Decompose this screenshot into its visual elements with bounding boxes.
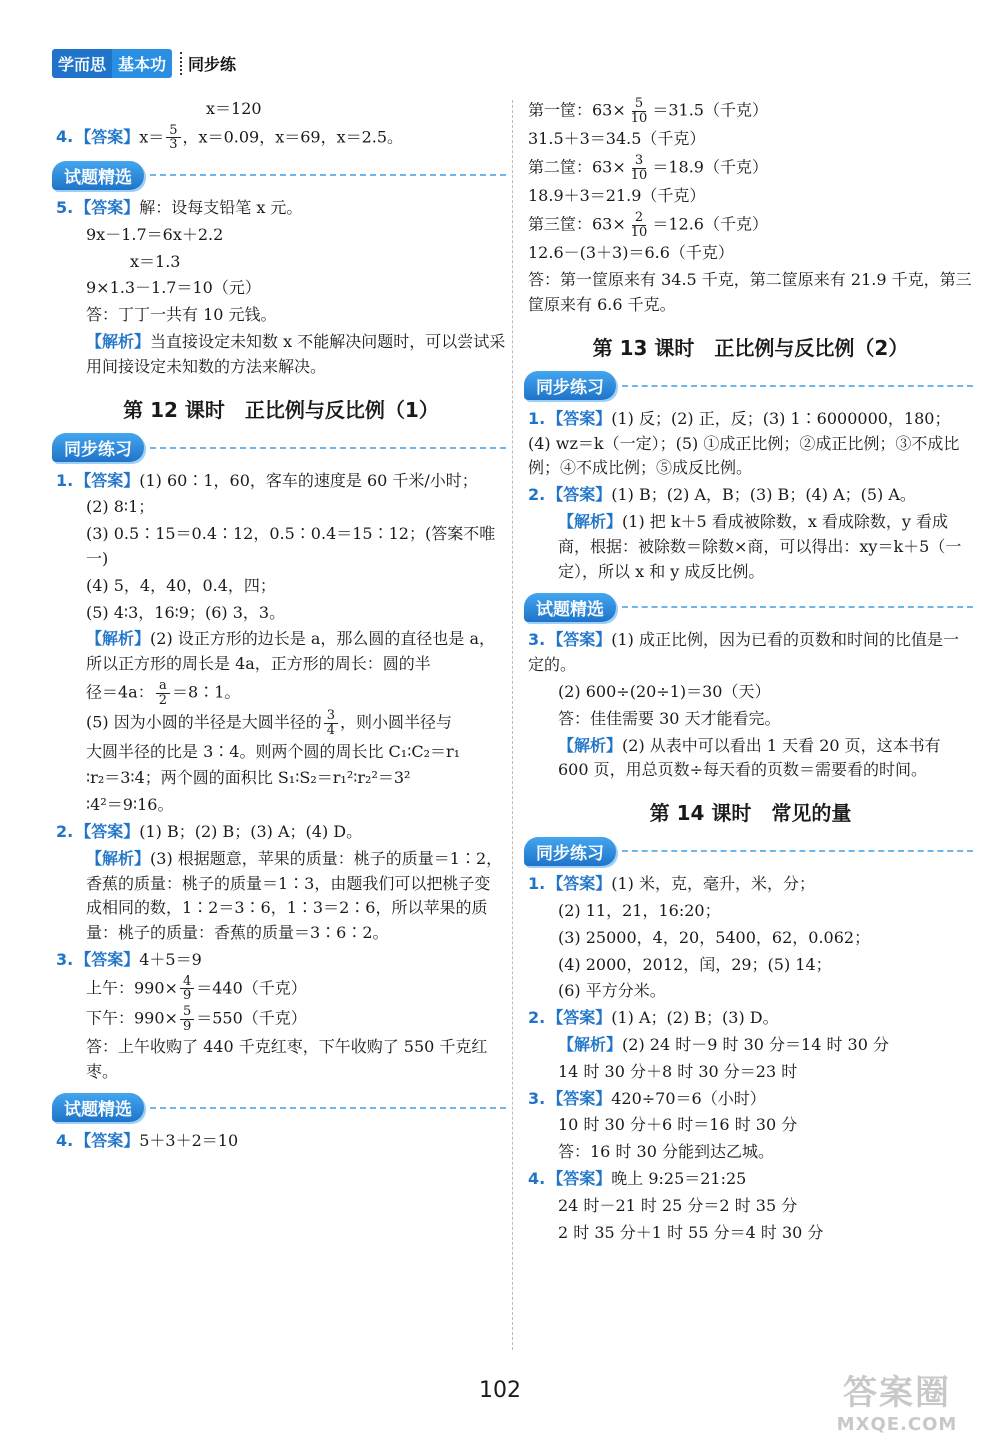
fraction-numerator: 5 xyxy=(180,1005,194,1020)
watermark-line-2: MXQE.COM xyxy=(836,1414,958,1435)
fraction-numerator: 5 xyxy=(632,97,646,112)
section-badge-label: 同步练习 xyxy=(524,371,616,400)
question-number: 2. xyxy=(528,1008,546,1028)
question-number: 3. xyxy=(56,949,74,969)
analysis-block xyxy=(56,330,506,380)
question-number: 4. xyxy=(56,127,74,147)
right-column xyxy=(528,95,973,1247)
analysis-text: (2) 设正方形的边长是 a，那么圆的直径也是 a，所以正方形的周长是 4a，正方形的周长：圆的半 xyxy=(86,629,496,674)
analysis-tag: 【解析】 xyxy=(558,1034,623,1054)
answer-text: (1) A；(2) B；(3) D。 xyxy=(611,1008,779,1028)
answer-line xyxy=(528,483,973,508)
answer-line: 9×1.3－1.7＝10（元） xyxy=(86,278,261,298)
analysis-text: (5) 因为小圆的半径是大圆半径的 xyxy=(86,712,322,732)
answer-line xyxy=(528,154,973,182)
section-badge-label: 同步练习 xyxy=(524,837,616,866)
answer-text: 4＋5＝9 xyxy=(139,949,202,969)
section-badge-label: 试题精选 xyxy=(52,1093,144,1122)
answer-text: ＝550（千克） xyxy=(196,1008,307,1028)
analysis-text: ＝8∶1。 xyxy=(172,682,241,702)
answer-line xyxy=(56,124,506,152)
answer-line: (4) 5，4，40，0.4，四； xyxy=(86,575,276,595)
book-header xyxy=(52,48,236,78)
analysis-text: (3) 根据题意，苹果的质量：桃子的质量＝1∶2，香蕉的质量：桃子的质量＝1∶3，由题我们可以把桃子变成相同的数，1∶2＝3∶6，1∶3＝2∶6，所以苹果的质量：桃子的质量：香蕉的质量＝3∶6∶2。 xyxy=(86,848,503,943)
question-number: 2. xyxy=(528,485,546,505)
fraction-numerator: 3 xyxy=(324,709,338,724)
answer-text: 5＋3＋2＝10 xyxy=(139,1130,239,1150)
watermark-logo xyxy=(822,1365,972,1435)
answer-text: (1) 60∶1，60，客车的速度是 60 千米/小时； xyxy=(139,470,478,490)
watermark-line-1: 答案圈 xyxy=(843,1373,951,1413)
analysis-line xyxy=(528,1033,973,1058)
answer-tag: 【答案】 xyxy=(547,630,612,650)
analysis-tag: 【解析】 xyxy=(86,848,151,868)
question-number: 4. xyxy=(528,1168,546,1188)
analysis-line: ∶r₂＝3∶4；两个圆的面积比 S₁∶S₂＝r₁²∶r₂²＝3² xyxy=(86,768,411,788)
section-badge-label: 同步练习 xyxy=(52,433,144,462)
question-number: 4. xyxy=(56,1130,74,1150)
left-column xyxy=(56,95,506,1156)
fraction xyxy=(628,211,651,239)
section-badge xyxy=(524,592,973,622)
answer-line xyxy=(528,1087,973,1112)
answer-text: (1) B；(2) B；(3) A；(4) D。 xyxy=(139,821,363,841)
answer-tag: 【答案】 xyxy=(75,949,140,969)
answer-line: 18.9＋3＝21.9（千克） xyxy=(528,186,706,206)
answer-text: 下午：990× xyxy=(86,1008,178,1028)
question-number: 2. xyxy=(56,821,74,841)
fraction xyxy=(180,975,194,1003)
fraction-numerator: 5 xyxy=(166,124,180,139)
answer-line: 答：16 时 30 分能到达乙城。 xyxy=(558,1142,774,1162)
answer-line: 9x－1.7＝6x＋2.2 xyxy=(86,224,224,244)
analysis-tag: 【解析】 xyxy=(86,332,151,352)
answer-line: 答：丁丁一共有 10 元钱。 xyxy=(86,305,277,325)
fraction-denominator: 2 xyxy=(158,692,168,708)
analysis-text: 当直接设定未知数 x 不能解决问题时，可以尝试采用间接设定未知数的方法来解决。 xyxy=(86,332,506,376)
answer-text: 第二筐：63× xyxy=(528,157,626,177)
answer-text: ＝18.9（千克） xyxy=(652,157,768,177)
badge-dashed-line xyxy=(150,447,506,449)
fraction xyxy=(628,97,651,125)
brand-label-3: 同步练 xyxy=(180,52,236,75)
answer-line xyxy=(56,1129,506,1154)
answer-tag: 【答案】 xyxy=(75,821,140,841)
badge-dashed-line xyxy=(622,850,973,852)
analysis-block xyxy=(56,847,506,946)
answer-line: (5) 4∶3，16∶9；(6) 3，3。 xyxy=(86,602,286,622)
answer-line: 12.6－(3＋3)＝6.6（千克） xyxy=(528,243,734,263)
question-number: 1. xyxy=(56,470,74,490)
analysis-block xyxy=(528,510,973,584)
analysis-tag: 【解析】 xyxy=(558,735,623,755)
fraction-denominator: 10 xyxy=(630,167,648,183)
answer-text: (1) 成正比例，因为已看的页数和时间的比值是一定的。 xyxy=(528,630,959,675)
answer-line: (2) 11，21，16:20； xyxy=(558,900,721,920)
fraction-denominator: 10 xyxy=(630,110,648,126)
lesson-title: 第 14 课时 常见的量 xyxy=(649,801,852,826)
answer-line: 答：第一筐原来有 34.5 千克，第二筐原来有 21.9 千克，第三筐原来有 6.6 千克。 xyxy=(528,270,972,315)
answer-text: ＝31.5（千克） xyxy=(652,100,768,120)
answer-tag: 【答案】 xyxy=(547,1008,612,1028)
answer-tag: 【答案】 xyxy=(547,485,612,505)
analysis-text: 径＝4a： xyxy=(86,682,154,702)
question-number: 1. xyxy=(528,408,546,428)
question-number: 1. xyxy=(528,874,546,894)
fraction xyxy=(628,154,651,182)
answer-line xyxy=(528,1006,973,1031)
badge-dashed-line xyxy=(150,174,506,176)
lesson-title: 第 13 课时 正比例与反比例（2） xyxy=(592,335,909,360)
answer-tag: 【答案】 xyxy=(75,1130,140,1150)
lesson-title: 第 12 课时 正比例与反比例（1） xyxy=(123,397,439,422)
analysis-text: ，则小圆半径与 xyxy=(340,712,453,732)
fraction-denominator: 9 xyxy=(182,988,192,1004)
answer-line xyxy=(56,196,506,221)
answer-text: 解：设每支铅笔 x 元。 xyxy=(139,198,303,218)
answer-line: 答：上午收购了 440 千克红枣，下午收购了 550 千克红枣。 xyxy=(86,1037,488,1082)
answer-line xyxy=(56,469,506,494)
analysis-text: (2) 24 时－9 时 30 分＝14 时 30 分 xyxy=(622,1034,889,1054)
answer-tag: 【答案】 xyxy=(75,198,140,218)
answer-tag: 【答案】 xyxy=(547,1088,612,1108)
answer-text: (1) B；(2) A，B；(3) B；(4) A；(5) A。 xyxy=(611,485,916,505)
answer-line: 31.5＋3＝34.5（千克） xyxy=(528,129,706,149)
badge-dashed-line xyxy=(622,606,973,608)
answer-line: (2) 8∶1； xyxy=(86,497,155,517)
analysis-text: (2) 从表中可以看出 1 天看 20 页，这本书有 600 页，用总页数÷每天看的页数＝需要看的时间。 xyxy=(558,735,941,780)
fraction xyxy=(156,679,170,707)
fraction-numerator: 2 xyxy=(632,211,646,226)
answer-text: 晚上 9:25＝21:25 xyxy=(611,1168,747,1188)
answer-line xyxy=(528,872,973,897)
answer-text: (1) 米，克，毫升，米，分； xyxy=(611,874,815,894)
analysis-line xyxy=(56,679,506,707)
answer-line: 10 时 30 分＋6 时＝16 时 30 分 xyxy=(558,1115,798,1135)
column-divider xyxy=(512,100,513,1350)
answer-text: 上午：990× xyxy=(86,978,178,998)
badge-dashed-line xyxy=(622,385,973,387)
answer-text: 第一筐：63× xyxy=(528,100,626,120)
section-badge-label: 试题精选 xyxy=(524,593,616,622)
section-badge xyxy=(524,836,973,866)
analysis-line xyxy=(56,709,506,737)
answer-tag: 【答案】 xyxy=(75,470,140,490)
analysis-text: (1) 把 k＋5 看成被除数，x 看成除数，y 看成商，根据：被除数＝除数×商，可以得出：xy＝k＋5（一定），所以 x 和 y 成反比例。 xyxy=(558,512,962,581)
question-number: 5. xyxy=(56,198,74,218)
section-badge xyxy=(52,160,506,190)
answer-line xyxy=(528,1167,973,1192)
section-badge xyxy=(52,1093,506,1123)
answer-text: 第三筐：63× xyxy=(528,214,626,234)
answer-block xyxy=(528,628,973,678)
answer-tag: 【答案】 xyxy=(547,1168,612,1188)
section-badge xyxy=(52,433,506,463)
fraction xyxy=(324,709,338,737)
fraction-denominator: 10 xyxy=(630,224,648,240)
answer-line: 答：佳佳需要 30 天才能看完。 xyxy=(558,708,781,728)
analysis-line: ∶4²＝9∶16。 xyxy=(86,795,174,815)
answer-line xyxy=(528,211,973,239)
answer-line: 14 时 30 分＋8 时 30 分＝23 时 xyxy=(558,1061,798,1081)
answer-text: ＝440（千克） xyxy=(196,978,307,998)
answer-line: 2 时 35 分＋1 时 55 分＝4 时 30 分 xyxy=(558,1222,824,1242)
brand-label-2: 基本功 xyxy=(112,49,172,78)
answer-line xyxy=(56,820,506,845)
section-badge-label: 试题精选 xyxy=(52,161,144,190)
answer-line: 24 时－21 时 25 分＝2 时 35 分 xyxy=(558,1195,798,1215)
question-number: 3. xyxy=(528,1088,546,1108)
fraction-numerator: a xyxy=(156,679,170,694)
answer-line xyxy=(56,1005,506,1033)
answer-text: (1) 反；(2) 正，反；(3) 1∶6000000，180；(4) wz＝k（一定）；(5) ①成正比例；②成正比例；③不成比例；④不成比例；⑤成反比例。 xyxy=(528,408,960,478)
fraction-denominator: 9 xyxy=(182,1018,192,1034)
brand-label-1: 学而思 xyxy=(52,49,112,78)
fraction-denominator: 4 xyxy=(326,722,336,738)
answer-text: x＝ xyxy=(139,127,165,147)
fraction-denominator: 3 xyxy=(169,137,178,153)
answer-text: 420÷70＝6（小时） xyxy=(611,1088,766,1108)
answer-line: x＝1.3 xyxy=(130,251,181,271)
badge-dashed-line xyxy=(150,1107,506,1109)
fraction xyxy=(166,124,180,152)
analysis-line: 大圆半径的比是 3∶4。则两个圆的周长比 C₁∶C₂＝r₁ xyxy=(86,741,461,761)
answer-text: ，x＝0.09，x＝69，x＝2.5。 xyxy=(182,127,404,147)
section-badge xyxy=(524,371,973,401)
answer-line: (4) 2000，2012，闰，29；(5) 14； xyxy=(558,954,832,974)
analysis-block xyxy=(56,627,506,677)
answer-block xyxy=(528,407,973,481)
question-number: 3. xyxy=(528,630,546,650)
analysis-block xyxy=(528,734,973,784)
answer-line: (3) 0.5∶15＝0.4∶12，0.5∶0.4＝15∶12；(答案不唯一) xyxy=(86,524,496,569)
answer-line: (2) 600÷(20÷1)＝30（天） xyxy=(558,682,771,701)
page-number: 102 xyxy=(479,1378,521,1403)
answer-text: ＝12.6（千克） xyxy=(652,214,768,234)
answer-line xyxy=(56,948,506,973)
analysis-tag: 【解析】 xyxy=(86,629,151,649)
answer-line: (3) 25000，4，20，5400，62，0.062； xyxy=(558,927,871,947)
answer-line: x＝120 xyxy=(206,99,262,118)
answer-line xyxy=(528,97,973,125)
fraction-numerator: 4 xyxy=(180,975,194,990)
answer-tag: 【答案】 xyxy=(75,127,140,147)
fraction xyxy=(180,1005,194,1033)
answer-line: (6) 平方分米。 xyxy=(558,981,666,1001)
answer-line xyxy=(56,975,506,1003)
analysis-tag: 【解析】 xyxy=(558,512,623,532)
answer-tag: 【答案】 xyxy=(547,874,612,894)
fraction-numerator: 3 xyxy=(632,154,646,169)
answer-tag: 【答案】 xyxy=(547,408,612,428)
